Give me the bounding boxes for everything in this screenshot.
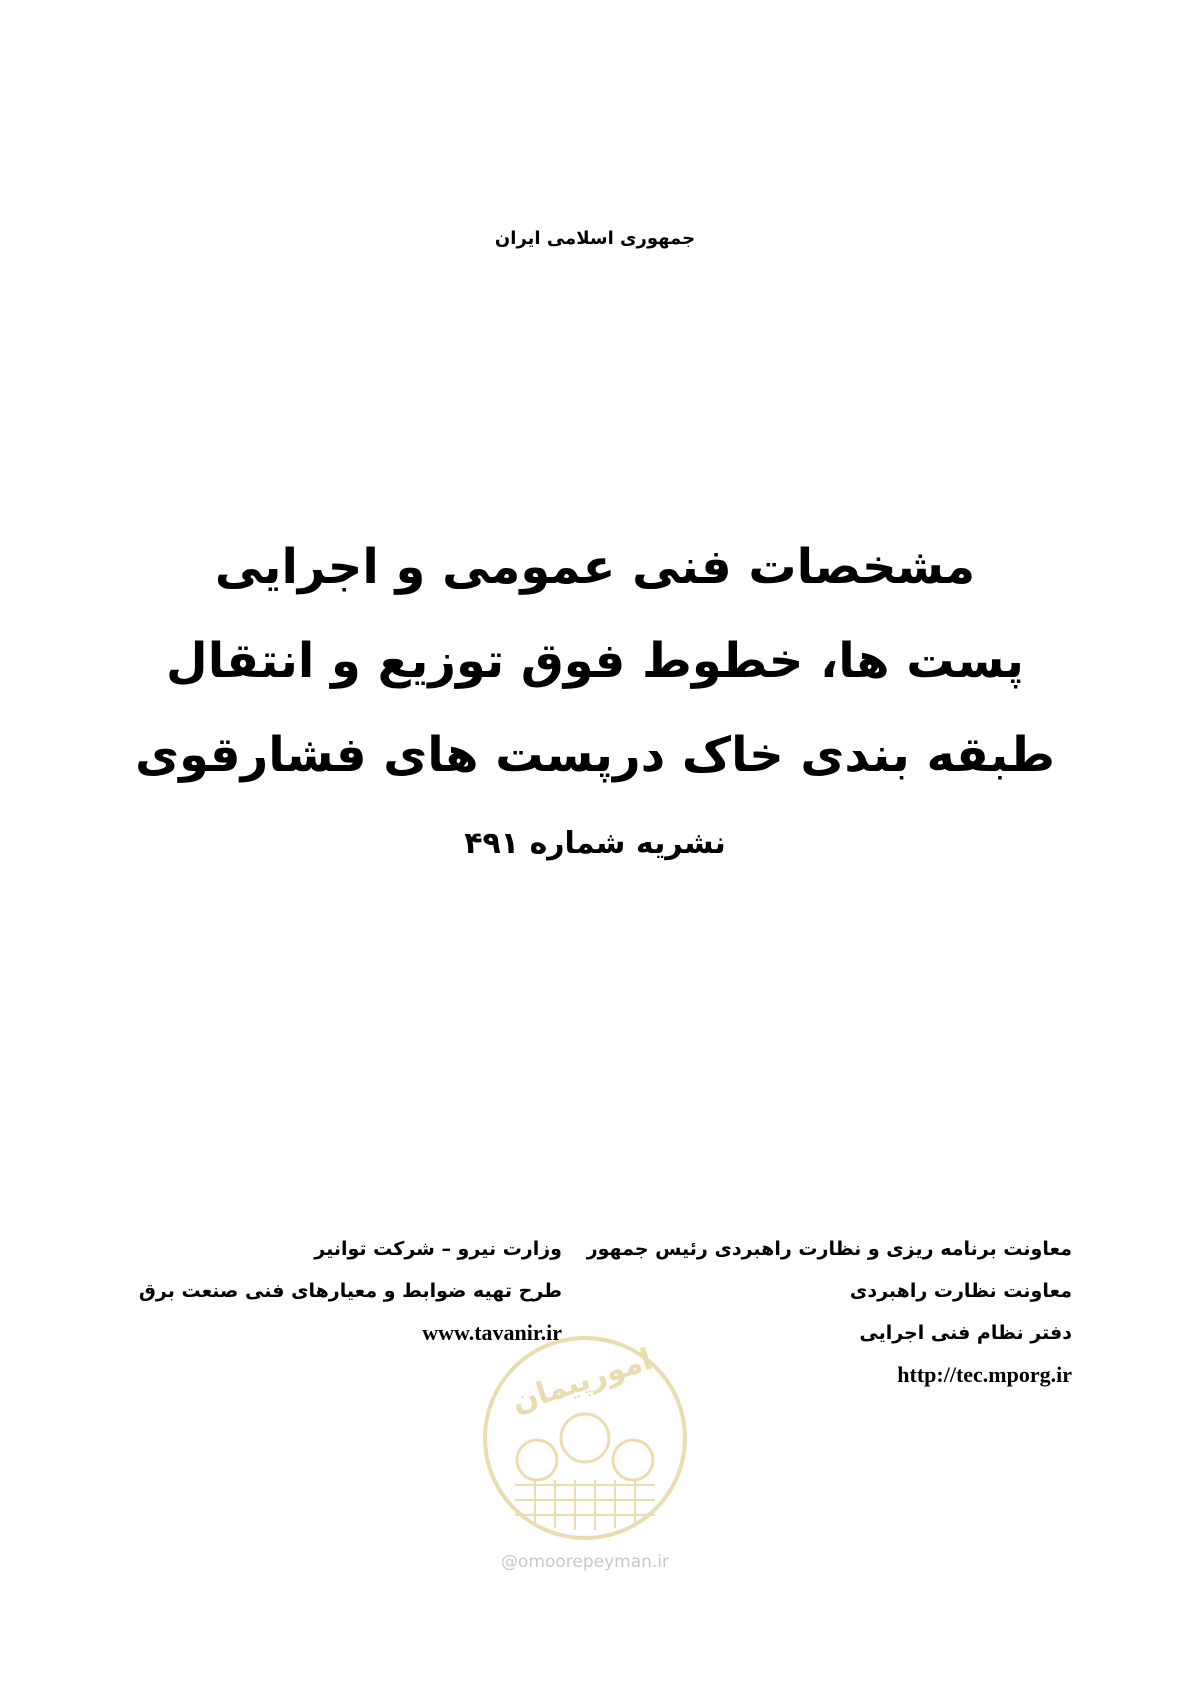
- org-tavanir-line-2: طرح تهیه ضوابط و معیارهای فنی صنعت برق: [138, 1280, 562, 1302]
- title-line-2: پست ها، خطوط فوق توزیع و انتقال: [166, 633, 1024, 689]
- org-planning-line-3: دفتر نظام فنی اجرایی: [859, 1322, 1072, 1344]
- title-line-3: طبقه بندی خاک درپست های فشارقوی: [135, 727, 1055, 783]
- watermark-emblem-icon: [475, 1320, 695, 1550]
- org-planning-line-1: معاونت برنامه ریزی و نظارت راهبردی رئیس جمهور: [586, 1238, 1072, 1260]
- org-tavanir-url[interactable]: www.tavanir.ir: [422, 1320, 562, 1345]
- org-tavanir-line-1: وزارت نیرو – شرکت توانیر: [314, 1238, 562, 1260]
- watermark-site: @omoorepeyman.ir: [500, 1552, 670, 1572]
- org-planning-line-2: معاونت نظارت راهبردی: [849, 1280, 1072, 1302]
- svg-text:امورپیمان: امورپیمان: [507, 1341, 657, 1421]
- watermark-logo: [475, 1320, 695, 1620]
- title-line-1: مشخصات فنی عمومی و اجرایی: [214, 539, 976, 595]
- country-header: جمهوری اسلامی ایران: [494, 228, 696, 249]
- document-title: [0, 520, 1190, 802]
- publication-number: نشریه شماره ۴۹۱: [464, 826, 726, 861]
- org-planning-url[interactable]: http://tec.mporg.ir: [897, 1362, 1072, 1387]
